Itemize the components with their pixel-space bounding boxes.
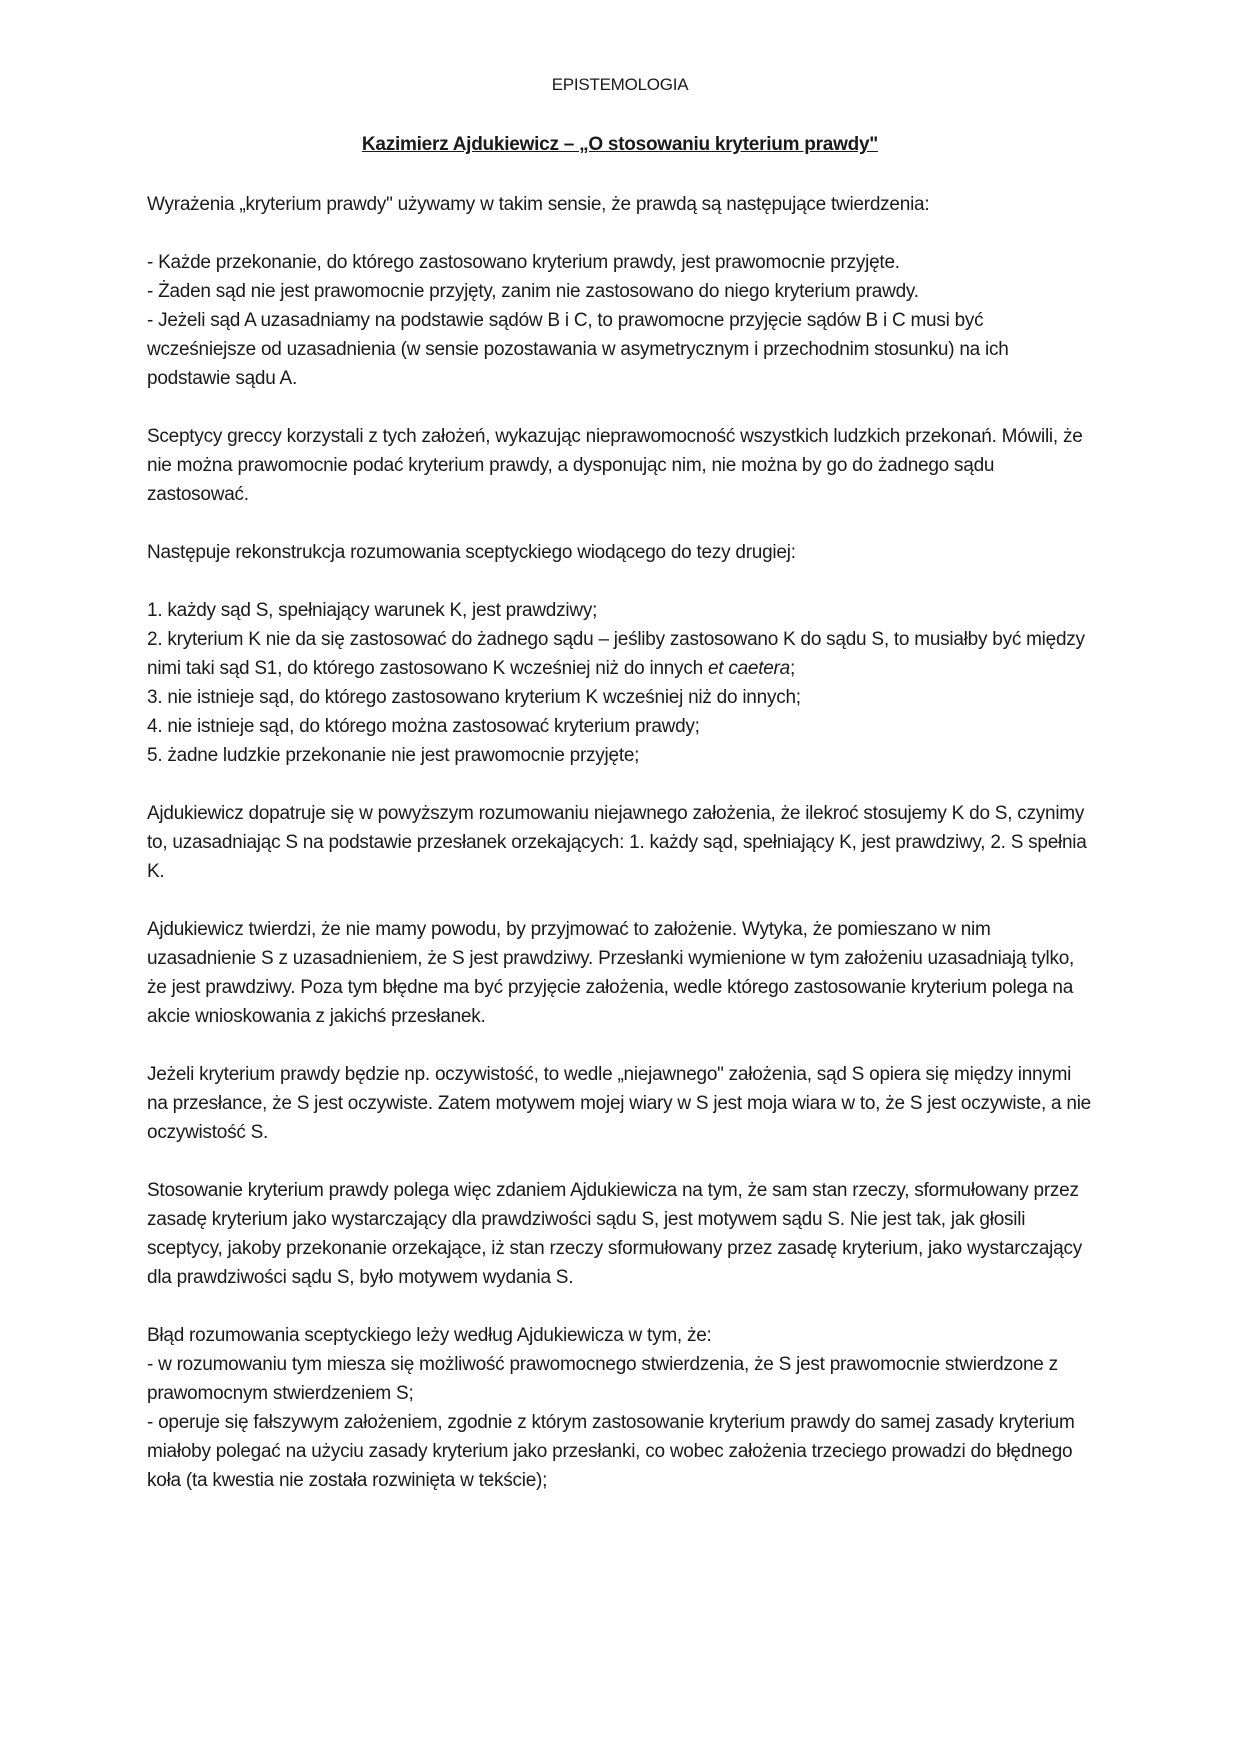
assumptions-list [147,248,1093,393]
step-item: 3. nie istnieje sąd, do którego zastosowano kryterium K wcześniej niż do innych; [147,687,801,708]
sceptics-paragraph: Sceptycy greccy korzystali z tych założeń, wykazując nieprawomocność wszystkich ludzkich przekonań. Mówili, że nie można prawomocnie podać kryterium prawdy, a dysponując nim, nie można by go do żadnego sądu zastosować. [147,426,1083,505]
assumption-item: - Jeżeli sąd A uzasadniamy na podstawie sądów B i C, to prawomocne przyjęcie sądów B i C musi być wcześniejsze od uzasadnienia (w sensie pozostawania w asymetrycznym i przechodnim stosunku) na ich podstawie sądu A. [147,310,1009,389]
body-paragraph: Ajdukiewicz twierdzi, że nie mamy powodu, by przyjmować to założenie. Wytyka, że pomieszano w nim uzasadnienie S z uzasadnieniem, że S jest prawdziwy. Przesłanki wymienione w tym założeniu uzasadniają tylko, że jest prawdziwy. Poza tym błędne ma być przyjęcie założenia, wedle którego zastosowanie kryterium polega na akcie wnioskowania z jakichś przesłanek. [147,919,1075,1027]
error-item: - operuje się fałszywym założeniem, zgodnie z którym zastosowanie kryterium prawdy do samej zasady kryterium miałoby polegać na użyciu zasady kryterium jako przesłanki, co wobec założenia trzeciego prowadzi do błędnego koła (ta kwestia nie została rozwinięta w tekście); [147,1412,1075,1491]
intro-paragraph: Wyrażenia „kryterium prawdy" używamy w takim sensie, że prawdą są następujące twierdzenia: [147,194,930,215]
document-title: Kazimierz Ajdukiewicz – „O stosowaniu kryterium prawdy" [361,134,879,155]
body-paragraph: Jeżeli kryterium prawdy będzie np. oczywistość, to wedle „niejawnego" założenia, sąd S opiera się między innymi na przesłance, że S jest oczywiste. Zatem motywem mojej wiary w S jest moja wiara w to, że S jest oczywiste, a nie oczywistość S. [147,1064,1091,1143]
assumption-item: - Żaden sąd nie jest prawomocnie przyjęty, zanim nie zastosowano do niego kryterium prawdy. [147,281,919,302]
step-item: 5. żadne ludzkie przekonanie nie jest prawomocnie przyjęte; [147,745,640,766]
step-text: 2. kryterium K nie da się zastosować do żadnego sądu – jeśliby zastosowano K do sądu S, to musiałby być między nimi taki sąd S1, do którego zastosowano K wcześniej niż do innych [147,629,1085,679]
body-paragraph: Ajdukiewicz dopatruje się w powyższym rozumowaniu niejawnego założenia, że ilekroć stosujemy K do S, czynimy to, uzasadniając S na podstawie przesłanek orzekających: 1. każdy sąd, spełniający K, jest prawdziwy, 2. S spełnia K. [147,803,1087,882]
error-intro: Błąd rozumowania sceptyckiego leży według Ajdukiewicza w tym, że: [147,1325,712,1346]
step-item: 4. nie istnieje sąd, do którego można zastosować kryterium prawdy; [147,716,700,737]
error-item: - w rozumowaniu tym miesza się możliwość prawomocnego stwierdzenia, że S jest prawomocnie stwierdzone z prawomocnym stwierdzeniem S; [147,1354,1058,1404]
document-body [147,70,1093,1524]
reconstruction-steps [147,596,1093,770]
step-item: 1. każdy sąd S, spełniający warunek K, jest prawdziwy; [147,600,598,621]
error-list [147,1321,1093,1495]
step-latin-phrase: et caetera [707,658,790,679]
step-item [147,625,1093,683]
reconstruction-intro: Następuje rekonstrukcja rozumowania sceptyckiego wiodącego do tezy drugiej: [147,542,796,563]
step-punctuation: ; [789,658,795,679]
page-header: EPISTEMOLOGIA [551,75,689,94]
body-paragraph: Stosowanie kryterium prawdy polega więc zdaniem Ajdukiewicza na tym, że sam stan rzeczy, sformułowany przez zasadę kryterium jako wystarczający dla prawdziwości sądu S, jest motywem sądu S. Nie jest tak, jak głosili sceptycy, jakoby przekonanie orzekające, iż stan rzeczy sformułowany przez zasadę kryterium, jako wystarczający dla prawdziwości sądu S, było motywem wydania S. [147,1180,1082,1288]
assumption-item: - Każde przekonanie, do którego zastosowano kryterium prawdy, jest prawomocnie przyjęte. [147,252,900,273]
